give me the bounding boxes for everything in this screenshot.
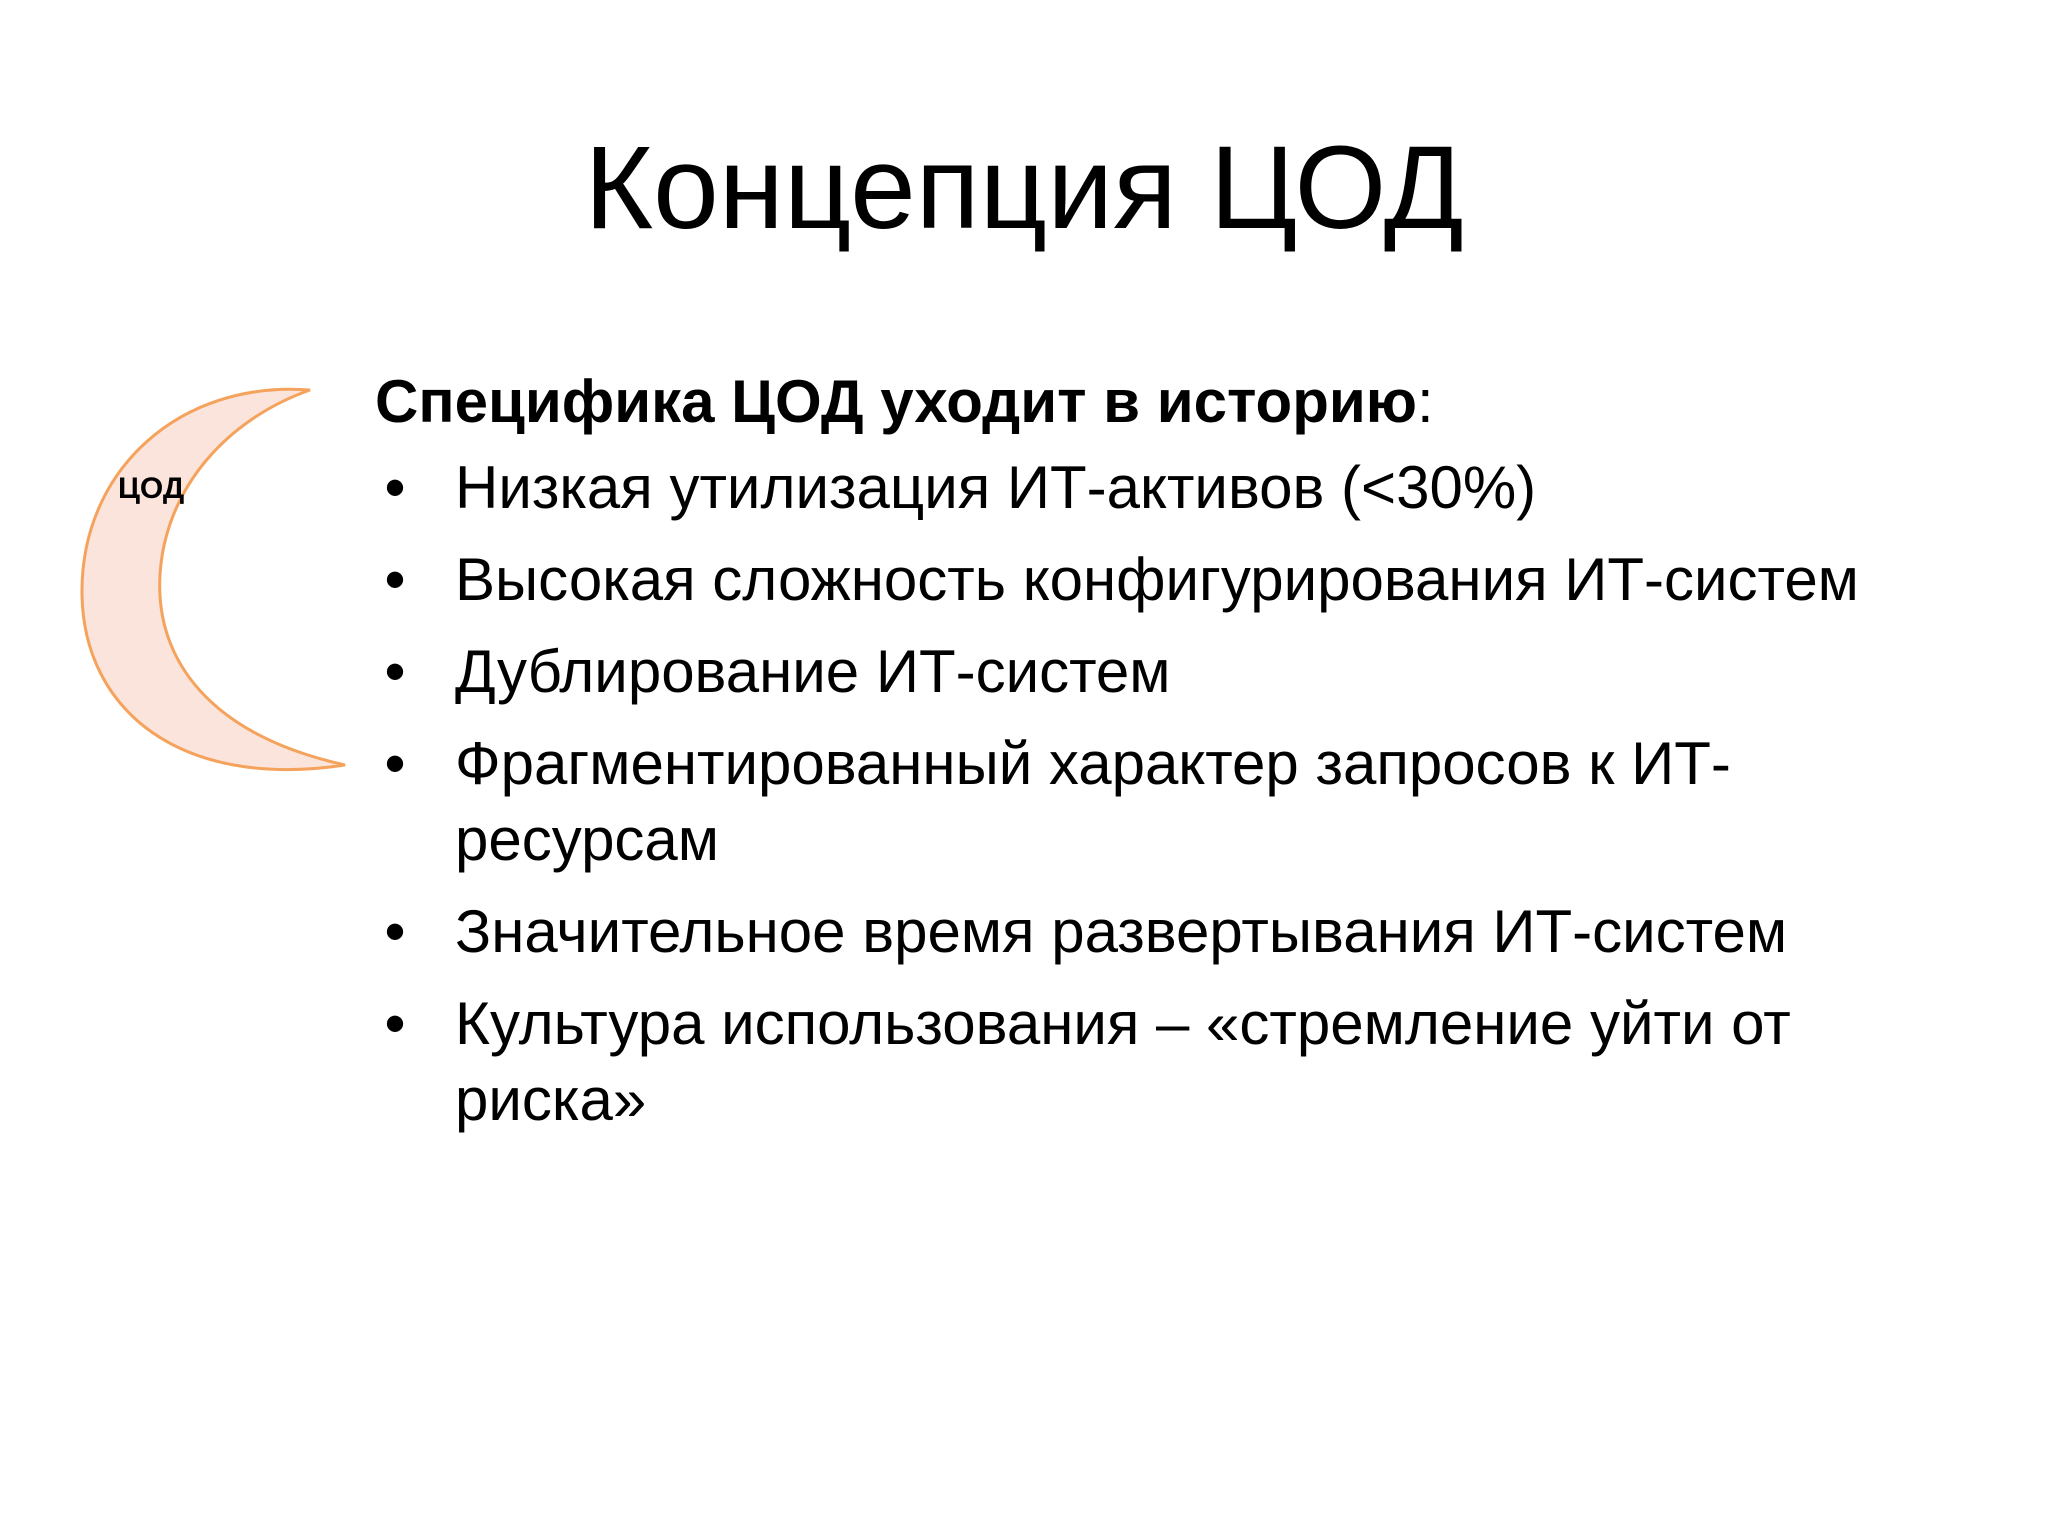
- list-item: [375, 450, 1935, 526]
- bullet-list: [375, 450, 1935, 1138]
- subtitle-bold: Специфика ЦОД уходит в историю: [375, 368, 1417, 435]
- moon-label: ЦОД: [118, 472, 185, 505]
- list-item: [375, 986, 1935, 1138]
- list-item-text: Низкая утилизация ИТ-активов (<30%): [455, 454, 1537, 521]
- subtitle: [375, 362, 1935, 442]
- bullet-icon: •: [384, 638, 406, 705]
- list-item: [375, 634, 1935, 710]
- list-item-text: Дублирование ИТ-систем: [455, 638, 1171, 705]
- crescent-moon-graphic: [60, 380, 370, 800]
- bullet-icon: •: [384, 546, 406, 613]
- crescent-moon-shape: [82, 389, 345, 769]
- bullet-icon: •: [384, 990, 406, 1057]
- bullet-icon: •: [384, 730, 406, 797]
- list-item-text: Высокая сложность конфигурирования ИТ-систем: [455, 546, 1859, 613]
- slide-title: Концепция ЦОД: [584, 122, 1464, 254]
- bullet-icon: •: [384, 454, 406, 521]
- crescent-moon-icon: [60, 380, 370, 800]
- list-item: [375, 726, 1935, 878]
- list-item-text: Значительное время развертывания ИТ-систем: [455, 898, 1788, 965]
- bullet-icon: •: [384, 898, 406, 965]
- list-item-text: Культура использования – «стремление уйти от риска»: [455, 990, 1791, 1133]
- list-item: [375, 894, 1935, 970]
- subtitle-suffix: :: [1416, 368, 1434, 435]
- slide-content: [375, 362, 1935, 1154]
- list-item: [375, 542, 1935, 618]
- list-item-text: Фрагментированный характер запросов к ИТ-ресурсам: [455, 730, 1731, 873]
